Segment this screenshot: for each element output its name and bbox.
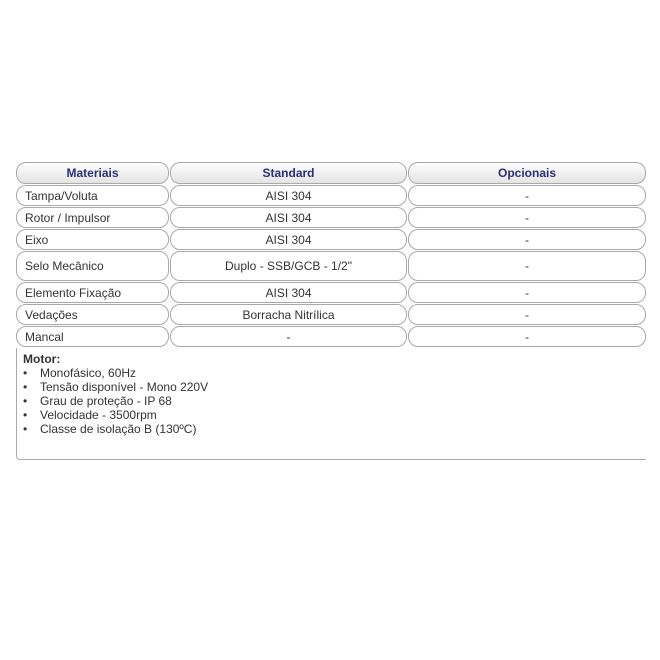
header-opcionais: Opcionais (408, 162, 646, 184)
standard-cell: AISI 304 (170, 185, 407, 206)
table-row (16, 185, 646, 206)
material-cell: Eixo (16, 229, 169, 250)
motor-spec-text: Grau de proteção - IP 68 (40, 394, 172, 408)
motor-spec-text: Tensão disponível - Mono 220V (40, 380, 209, 394)
standard-cell: Borracha Nitrílica (170, 304, 407, 325)
material-cell: Elemento Fixação (16, 282, 169, 303)
material-cell: Vedações (16, 304, 169, 325)
bullet-icon: • (23, 408, 28, 422)
table-row (16, 282, 646, 303)
table-row (16, 229, 646, 250)
list-item (23, 380, 640, 394)
list-item (23, 394, 640, 408)
optional-cell: - (408, 282, 646, 303)
optional-cell: - (408, 229, 646, 250)
material-cell: Mancal (16, 326, 169, 347)
table-row (16, 304, 646, 325)
optional-cell: - (408, 185, 646, 206)
motor-notes (16, 348, 646, 460)
standard-cell: - (170, 326, 407, 347)
list-item (23, 408, 640, 422)
bullet-icon: • (23, 380, 28, 394)
table-row (16, 251, 646, 281)
optional-cell: - (408, 326, 646, 347)
motor-spec-text: Velocidade - 3500rpm (40, 408, 157, 422)
list-item (23, 422, 640, 436)
optional-cell: - (408, 207, 646, 228)
material-cell: Selo Mecânico (16, 251, 169, 281)
specifications-table (16, 162, 646, 460)
standard-cell: AISI 304 (170, 282, 407, 303)
header-standard: Standard (170, 162, 407, 184)
table-row (16, 207, 646, 228)
table-row (16, 326, 646, 347)
material-cell: Rotor / Impulsor (16, 207, 169, 228)
bullet-icon: • (23, 422, 28, 436)
motor-spec-text: Classe de isolação B (130ºC) (40, 422, 197, 436)
bullet-icon: • (23, 366, 28, 380)
optional-cell: - (408, 251, 646, 281)
motor-spec-list (23, 366, 640, 436)
table-header-row (16, 162, 646, 184)
list-item (23, 366, 640, 380)
material-cell: Tampa/Voluta (16, 185, 169, 206)
header-materiais: Materiais (16, 162, 169, 184)
standard-cell: Duplo - SSB/GCB - 1/2" (170, 251, 407, 281)
optional-cell: - (408, 304, 646, 325)
bullet-icon: • (23, 394, 28, 408)
motor-title: Motor: (23, 352, 61, 366)
standard-cell: AISI 304 (170, 229, 407, 250)
motor-spec-text: Monofásico, 60Hz (40, 366, 137, 380)
standard-cell: AISI 304 (170, 207, 407, 228)
